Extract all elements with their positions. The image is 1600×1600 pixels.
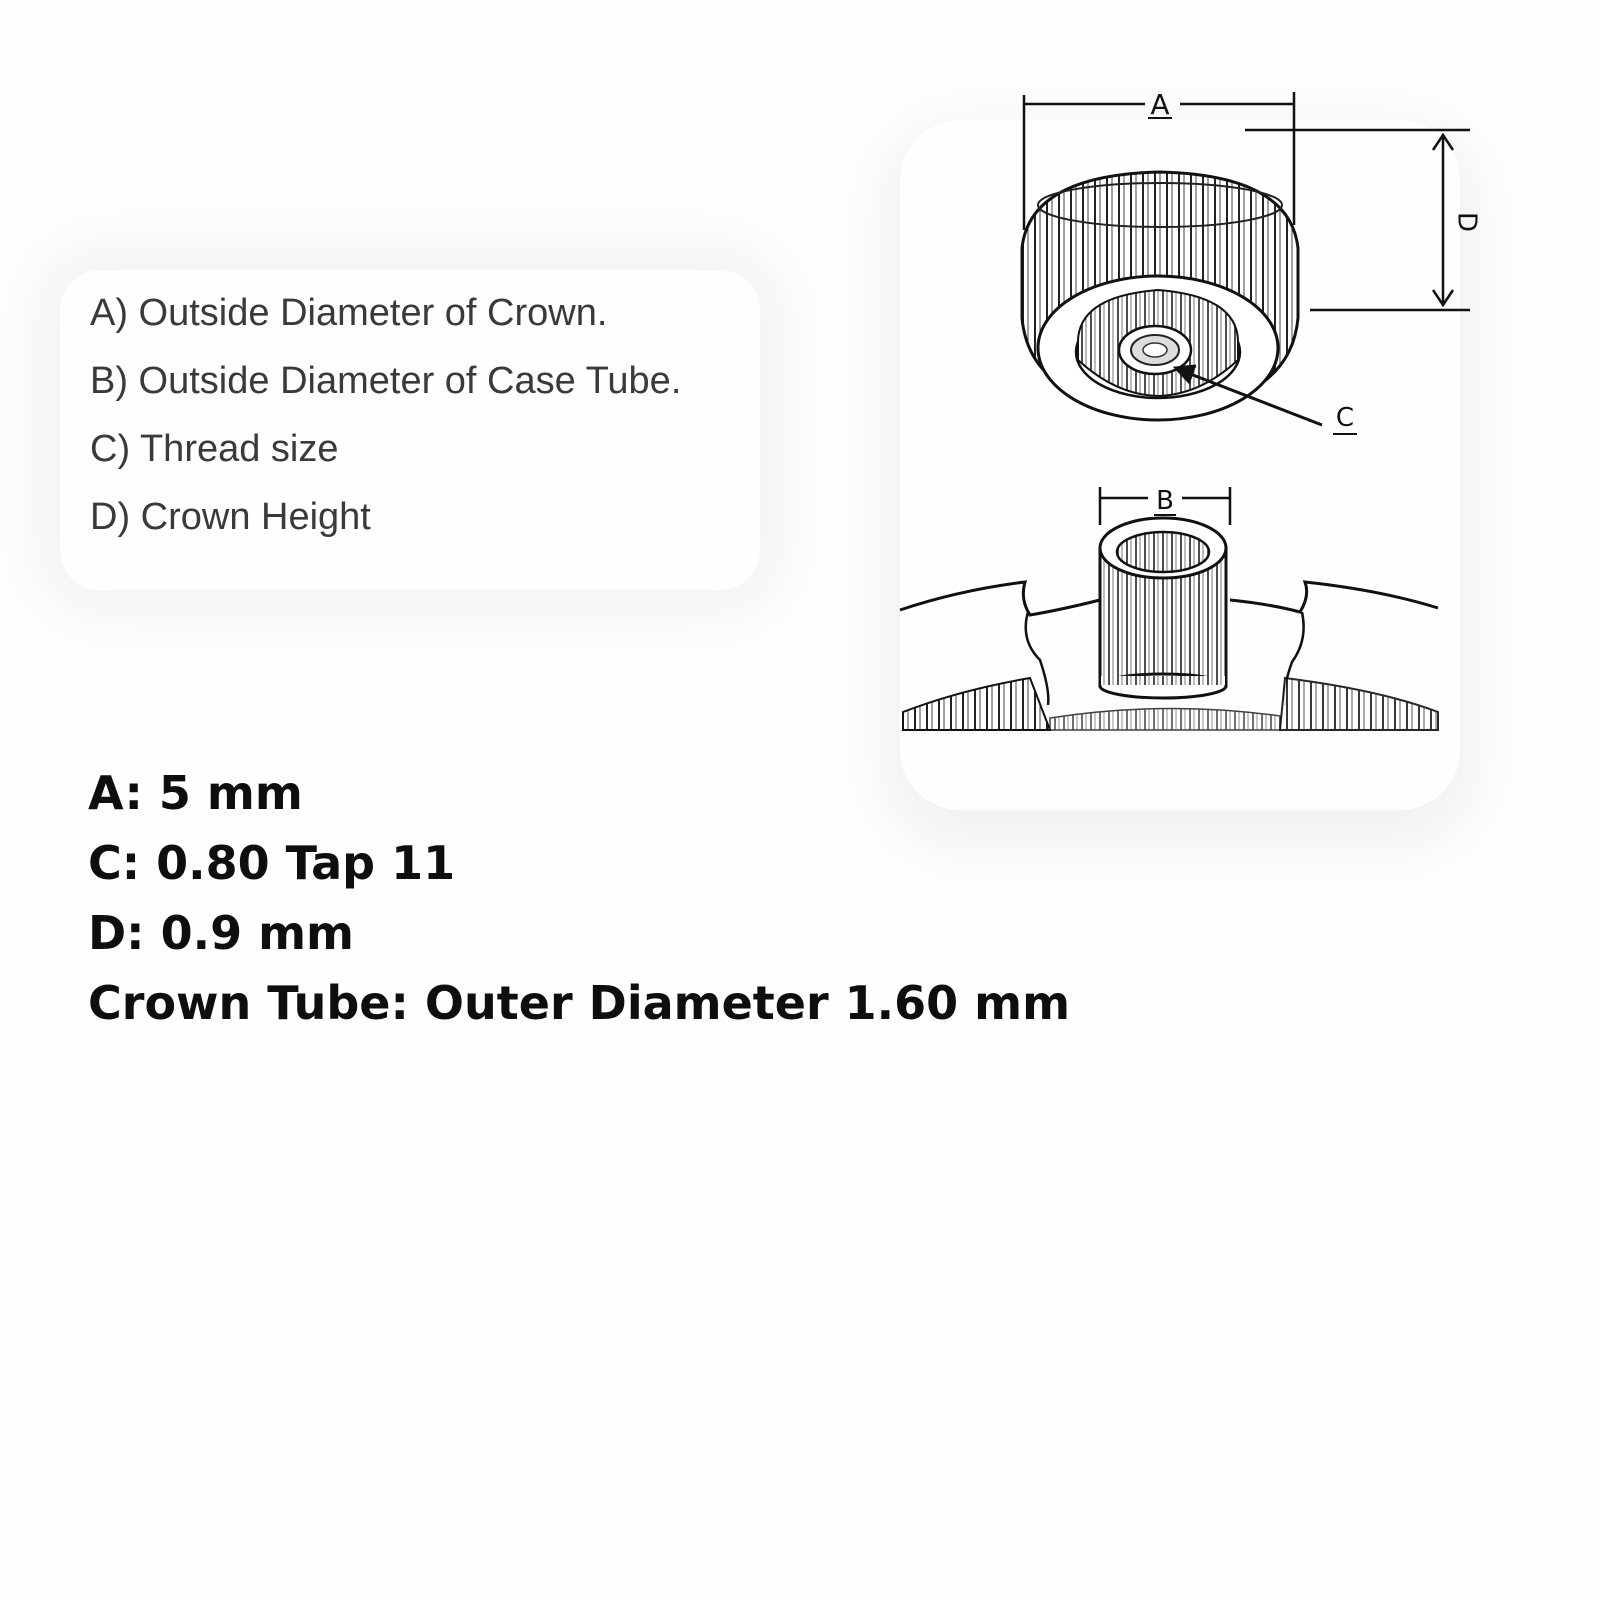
spec-a: A: 5 mm: [88, 766, 303, 820]
case-illustration: [900, 518, 1438, 730]
spec-c: C: 0.80 Tap 11: [88, 836, 456, 890]
legend-item-b: B) Outside Diameter of Case Tube.: [90, 360, 682, 402]
label-d: D: [1451, 211, 1482, 233]
crown-illustration: [1022, 172, 1298, 420]
legend-item-c: C) Thread size: [90, 428, 339, 470]
label-b: B: [1156, 486, 1174, 516]
legend-item-d: D) Crown Height: [90, 496, 371, 538]
label-c: C: [1335, 403, 1355, 433]
label-a: A: [1150, 88, 1170, 121]
spec-d: D: 0.9 mm: [88, 906, 354, 960]
legend-item-a: A) Outside Diameter of Crown.: [90, 292, 608, 334]
crown-diagram: [880, 60, 1520, 780]
spec-crown-tube: Crown Tube: Outer Diameter 1.60 mm: [88, 976, 1071, 1030]
